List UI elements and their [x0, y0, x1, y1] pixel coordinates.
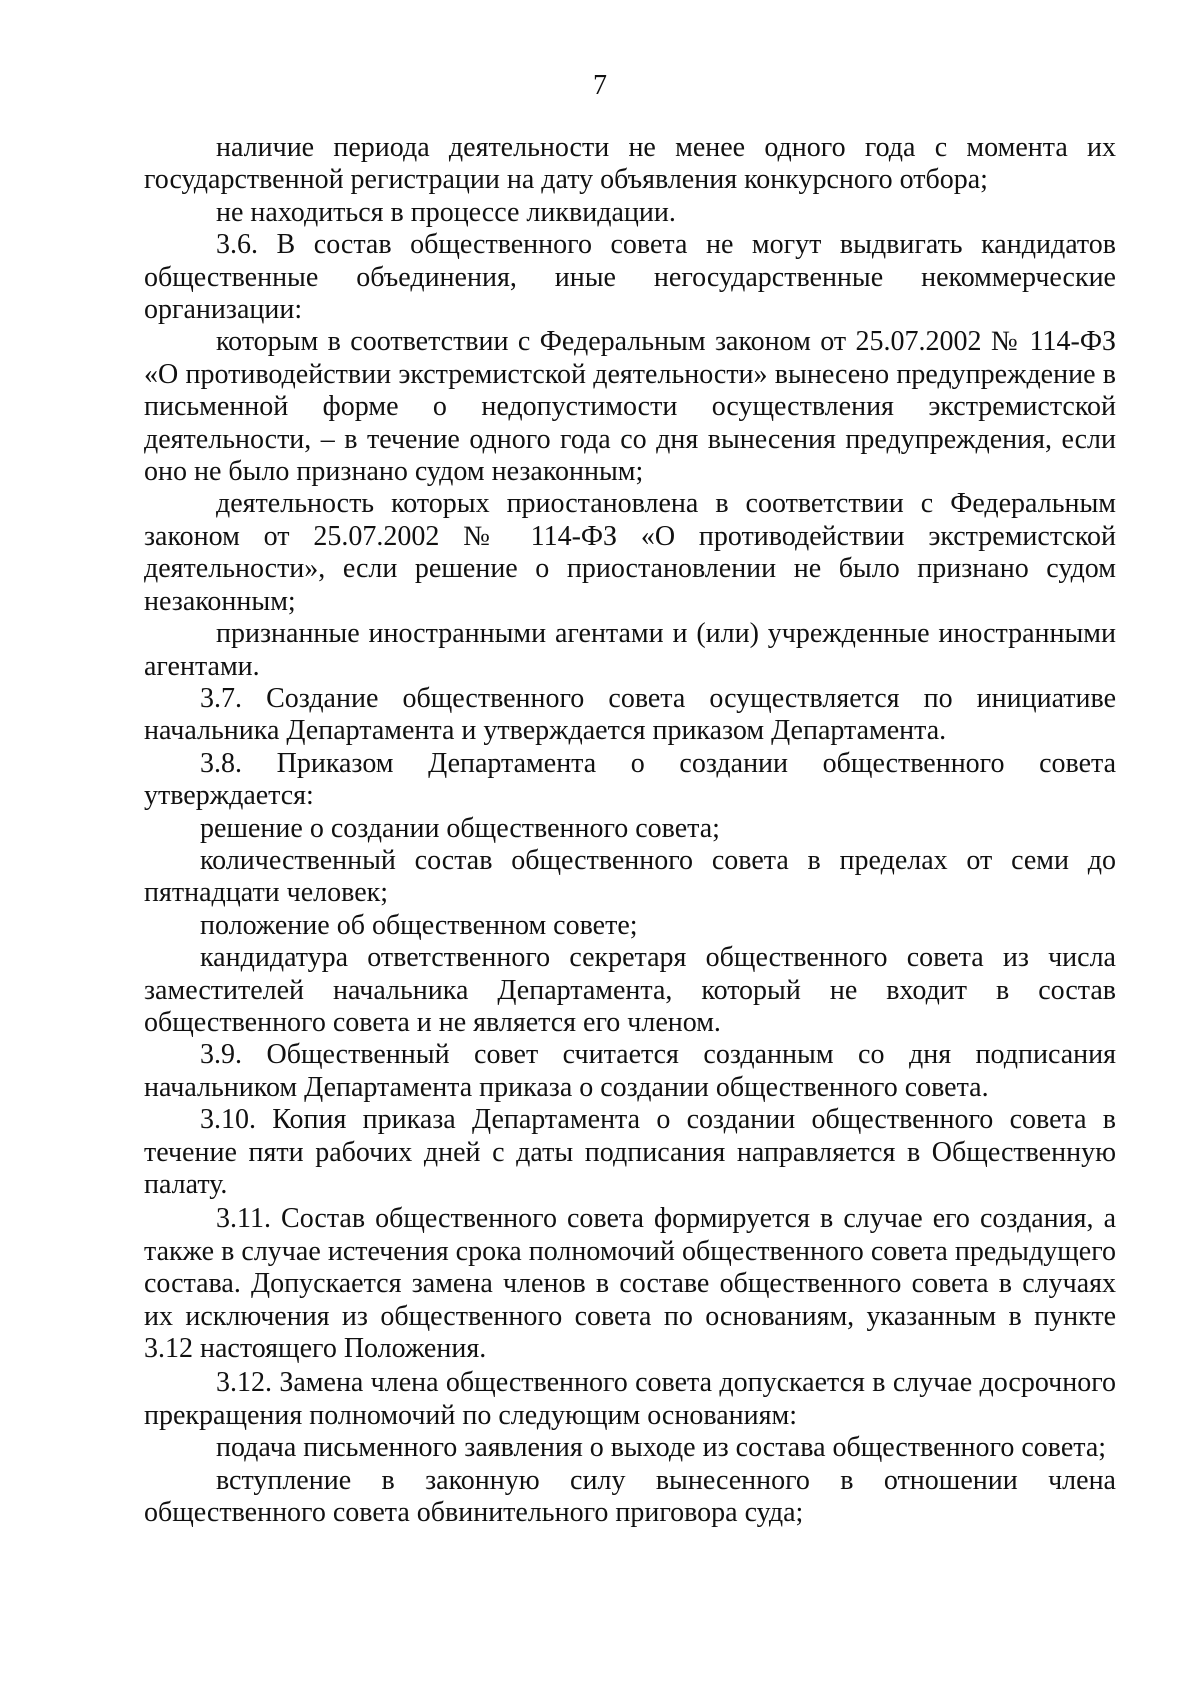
paragraph-3-10: 3.10. Копия приказа Департамента о создании общественного совета в течение пяти рабочих дней с даты подписания направляется в Общественную палату. [144, 1104, 1116, 1200]
paragraph-3-8: 3.8. Приказом Департамента о создании общественного совета утверждается: [144, 747, 1116, 812]
document-body [144, 132, 1116, 1529]
paragraph-3-6: 3.6. В состав общественного совета не могут выдвигать кандидатов общественные объединения, иные негосударственные некоммерческие организации: [144, 229, 1116, 326]
paragraph-3-7: 3.7. Создание общественного совета осуществляется по инициативе начальника Департамента и утверждается приказом Департамента. [144, 682, 1116, 747]
paragraph-not-liquidating: не находиться в процессе ликвидации. [216, 196, 676, 228]
paragraph-regulation: положение об общественном совете; [200, 909, 638, 941]
paragraph-court-verdict: вступление в законную силу вынесенного в отношении члена общественного совета обвинительного приговора суда; [144, 1464, 1116, 1529]
paragraph-secretary: кандидатура ответственного секретаря общественного совета из числа заместителей начальника Департамента, который не входит в состав общественного совета и не является его членом. [144, 942, 1116, 1038]
paragraph-extremism-warning: которым в соответствии с Федеральным законом от 25.07.2002 № 114-ФЗ «О противодействии экстремистской деятельности» вынесено предупреждение в письменной форме о недопустимости осуществления экстремистской деятельности, – в течение одного года со дня вынесения предупреждения, если оно не было признано судом незаконным; [144, 326, 1116, 488]
paragraph-3-11: 3.11. Состав общественного совета формируется в случае его создания, а также в случае истечения срока полномочий общественного совета предыдущего состава. Допускается замена членов в составе общественного совета в случаях их исключения из общественного совета по основаниям, указанным в пункте 3.12 настоящего Положения. [144, 1203, 1116, 1365]
page-number: 7 [593, 70, 607, 101]
paragraph-activity-period: наличие периода деятельности не менее одного года с момента их государственной регистрации на дату объявления конкурсного отбора; [144, 132, 1116, 196]
paragraph-written-statement: подача письменного заявления о выходе из состава общественного совета; [216, 1432, 1107, 1464]
paragraph-foreign-agents: признанные иностранными агентами и (или) учрежденные иностранными агентами. [144, 618, 1116, 682]
paragraph-decision-creation: решение о создании общественного совета; [200, 812, 720, 844]
paragraph-3-12: 3.12. Замена члена общественного совета допускается в случае досрочного прекращения полномочий по следующим основаниям: [144, 1367, 1116, 1431]
paragraph-activity-suspended: деятельность которых приостановлена в соответствии с Федеральным законом от 25.07.2002 № 114-ФЗ «О противодействии экстремистской деятельности», если решение о приостановлении не было признано судом незаконным; [144, 488, 1116, 617]
paragraph-3-9: 3.9. Общественный совет считается созданным со дня подписания начальником Департамента приказа о создании общественного совета. [144, 1039, 1116, 1103]
paragraph-member-count: количественный состав общественного совета в пределах от семи до пятнадцати человек; [144, 844, 1116, 909]
